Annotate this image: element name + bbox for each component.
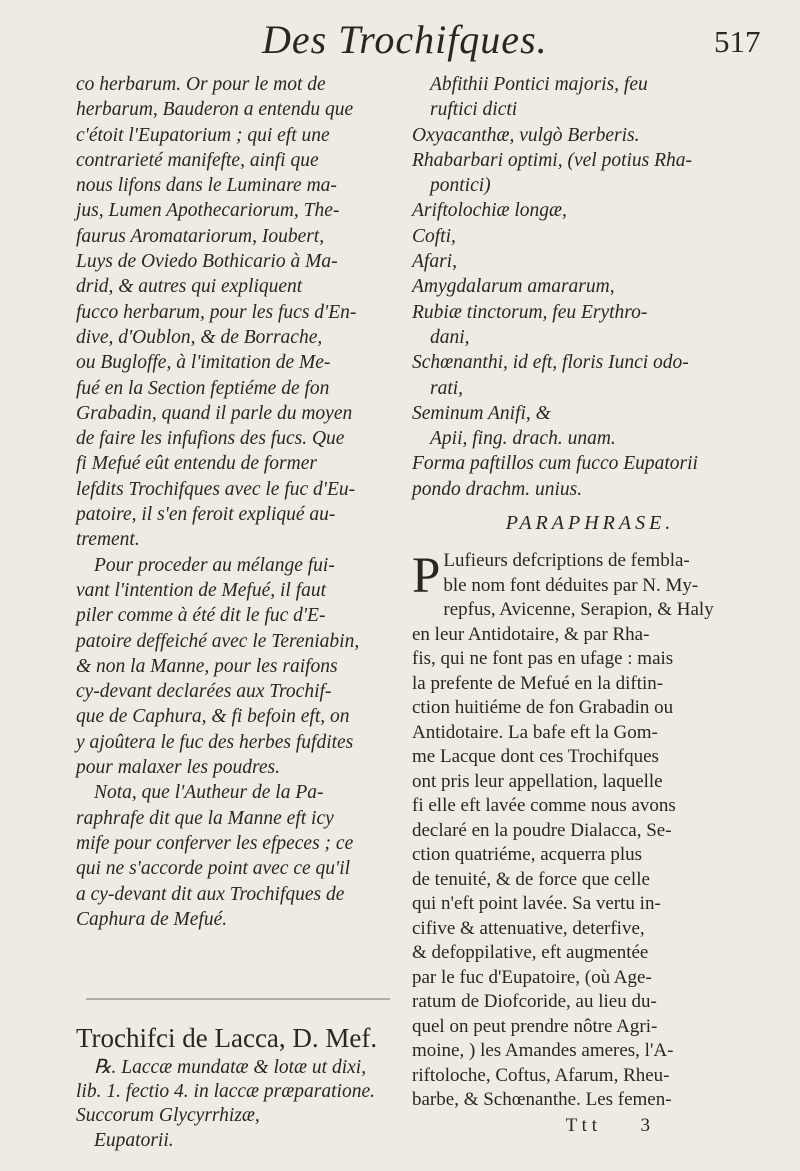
text-line: raphrafe dit que la Manne eft icy: [76, 807, 334, 829]
recipe-block: [76, 1056, 400, 1153]
text-line: fis, qui ne font pas en ufage : mais: [412, 648, 674, 670]
left-paragraph-2: [76, 553, 400, 781]
running-title: Des Trochifques.: [262, 17, 548, 62]
text-line: c'étoit l'Eupatorium ; qui eft une: [76, 124, 330, 146]
paraphrase-paragraph: [412, 549, 768, 1113]
text-line: Rubiæ tinctorum, feu Erythro-: [412, 301, 648, 323]
paraphrase-heading: PARAPHRASE.: [505, 512, 675, 535]
text-line: ont pris leur appellation, laquelle: [412, 770, 663, 792]
left-column: [76, 72, 400, 1153]
text-line: trement.: [76, 529, 140, 551]
text-line: Lufieurs defcriptions de fembla-: [443, 550, 690, 572]
signature-letters: T t t: [565, 1114, 597, 1136]
text-line: Apii, fing. drach. unam.: [430, 428, 616, 450]
text-line: Succorum Glycyrrhizæ,: [76, 1105, 260, 1127]
text-line: fi elle eft lavée comme nous avons: [412, 795, 676, 817]
text-line: declaré en la poudre Dialacca, Se-: [412, 819, 672, 841]
text-line: en leur Antidotaire, & par Rha-: [412, 623, 650, 645]
text-line: Rhabarbari optimi, (vel potius Rha-: [412, 149, 693, 171]
text-line: ble nom font déduites par N. My-: [443, 574, 699, 596]
text-line: Nota, que l'Autheur de la Pa-: [94, 782, 324, 804]
text-line: patoire, il s'en feroit expliqué au-: [76, 504, 336, 526]
text-line: me Lacque dont ces Trochifques: [412, 746, 659, 768]
text-line: fi Mefué eût entendu de former: [76, 453, 317, 475]
text-line: pontici): [430, 175, 491, 197]
text-line: drid, & autres qui expliquent: [76, 276, 303, 298]
text-line: que de Caphura, & fi befoin eft, on: [76, 706, 350, 728]
text-line: Forma paftillos cum fucco Eupatorii: [412, 453, 698, 475]
text-line: lefdits Trochifques avec le fuc d'Eu-: [76, 478, 356, 500]
text-line: contrarieté manifefte, ainfi que: [76, 149, 319, 171]
text-line: Luys de Oviedo Bothicario à Ma-: [76, 251, 338, 273]
text-line: cy-devant declarées aux Trochif-: [76, 681, 332, 703]
text-line: Pour proceder au mélange fui-: [94, 554, 335, 576]
text-line: de tenuité, & de force que celle: [412, 868, 650, 890]
text-line: Abfithii Pontici majoris, feu: [430, 74, 648, 95]
text-line: a cy-devant dit aux Trochifques de: [76, 883, 345, 905]
text-line: qui ne s'accorde point avec ce qu'il: [76, 858, 351, 880]
text-line: co herbarum. Or pour le mot de: [76, 74, 326, 95]
text-line: Eupatorii.: [94, 1129, 174, 1151]
text-line: riftoloche, Coftus, Afarum, Rheu-: [412, 1064, 670, 1086]
text-line: ℞. Laccæ mundatæ & lotæ ut dixi,: [94, 1057, 367, 1079]
text-line: dive, d'Oublon, & de Borrache,: [76, 326, 323, 348]
text-line: mife pour conferver les efpeces ; ce: [76, 832, 354, 854]
left-paragraph-1: [76, 72, 400, 553]
text-line: la prefente de Mefué en la diftin-: [412, 672, 664, 694]
text-line: quel on peut prendre nôtre Agri-: [412, 1015, 658, 1037]
signature-mark: [412, 1115, 768, 1137]
text-line: & non la Manne, pour les raifons: [76, 655, 338, 677]
text-line: par le fuc d'Eupatoire, (où Age-: [412, 966, 652, 988]
text-line: faurus Aromatariorum, Ioubert,: [76, 225, 325, 247]
text-line: ction huitiéme de fon Grabadin ou: [412, 697, 674, 719]
text-line: lib. 1. fectio 4. in laccæ præparatione.: [76, 1081, 375, 1103]
text-line: y ajoûtera le fuc des herbes fufdites: [76, 731, 354, 753]
text-line: ruftici dicti: [430, 99, 518, 121]
text-line: ratum de Diofcoride, au lieu du-: [412, 991, 657, 1013]
right-column: [412, 72, 768, 1137]
text-line: nous lifons dans le Luminare ma-: [76, 175, 337, 197]
catchword: 3: [640, 1114, 650, 1136]
text-line: vant l'intention de Mefué, il faut: [76, 579, 327, 601]
text-line: ction quatriéme, acquerra plus: [412, 844, 643, 866]
text-line: dani,: [430, 326, 470, 348]
text-line: herbarum, Bauderon a entendu que: [76, 99, 354, 121]
ingredient-list: [412, 72, 768, 502]
text-line: repfus, Avicenne, Serapion, & Haly: [443, 599, 714, 621]
text-line: Caphura de Mefué.: [76, 908, 228, 930]
text-line: Grabadin, quand il parle du moyen: [76, 402, 353, 424]
text-line: & defoppilative, eft augmentée: [412, 942, 649, 964]
drop-cap: P: [412, 548, 441, 605]
text-line: Amygdalarum amararum,: [412, 276, 615, 298]
page-number: 517: [714, 24, 761, 59]
text-line: Ariftolochiæ longæ,: [412, 200, 567, 222]
text-line: de faire les infufions des fucs. Que: [76, 428, 345, 450]
text-line: Cofti,: [412, 225, 456, 247]
text-line: moine, ) les Amandes ameres, l'A-: [412, 1040, 674, 1062]
running-head: [0, 8, 800, 68]
text-line: Afari,: [412, 251, 457, 273]
text-line: qui n'eft point lavée. Sa vertu in-: [412, 893, 661, 915]
text-line: Oxyacanthæ, vulgò Berberis.: [412, 124, 640, 146]
text-line: jus, Lumen Apothecariorum, The-: [76, 200, 340, 222]
text-line: pour malaxer les poudres.: [76, 757, 281, 779]
text-line: Schœnanthi, id eft, floris Iunci odo-: [412, 352, 689, 374]
text-line: piler comme à été dit le fuc d'E-: [76, 605, 326, 627]
text-line: rati,: [430, 377, 464, 399]
text-line: patoire deffeiché avec le Tereniabin,: [76, 630, 360, 652]
text-line: cifive & attenuative, deterfive,: [412, 917, 645, 939]
text-line: pondo drachm. unius.: [412, 478, 583, 500]
text-line: Seminum Anifi, &: [412, 402, 551, 424]
text-line: ou Bugloffe, à l'imitation de Me-: [76, 352, 331, 374]
section-divider: [86, 998, 390, 1000]
text-line: fucco herbarum, pour les fucs d'En-: [76, 301, 357, 323]
section-heading: Trochifci de Lacca, D. Mef.: [76, 1023, 378, 1054]
text-line: fué en la Section feptiéme de fon: [76, 377, 330, 399]
left-paragraph-3: [76, 780, 400, 932]
text-line: Antidotaire. La bafe eft la Gom-: [412, 721, 658, 743]
text-line: barbe, & Schœnanthe. Les femen-: [412, 1089, 672, 1111]
